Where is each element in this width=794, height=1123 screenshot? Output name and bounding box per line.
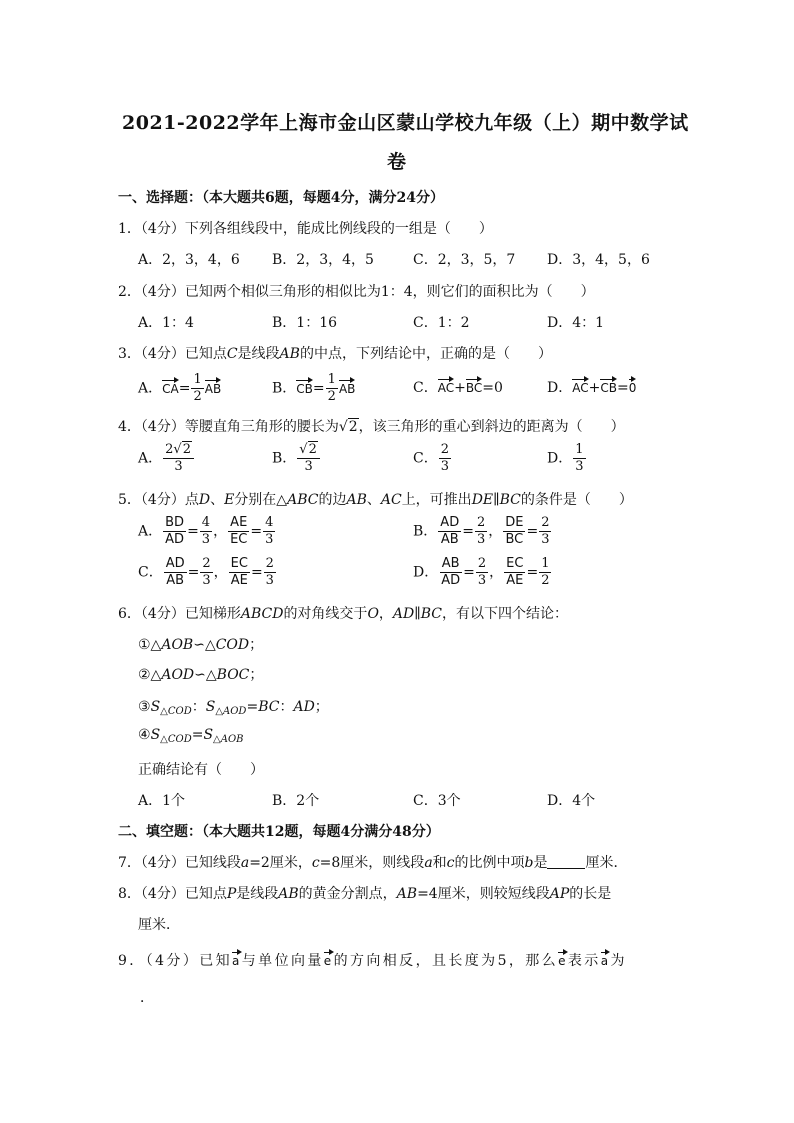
vector-e: e xyxy=(324,950,334,968)
q1-option-b: B．2，3，4，5 xyxy=(272,252,374,268)
q4-option-c: C． $\frac{2}{3}$ xyxy=(413,442,449,474)
q4-stem: 4．（4分）等腰直角三角形的腰长为√2，该三角形的重心到斜边的距离为（ ） xyxy=(118,419,625,435)
vector-cb: CB xyxy=(600,377,617,395)
zero-vector: 0 xyxy=(629,377,637,395)
q3-option-b: B．CB= $\frac{1}{2}$ AB xyxy=(272,372,356,404)
q2-stem: 2．（4分）已知两个相似三角形的相似比为1：4，则它们的面积比为（ ） xyxy=(118,284,595,300)
q9-stem: 9．（4分）已知a与单位向量e的方向相反，且长度为5，那么e表示a为 xyxy=(118,950,627,970)
vector-a: a xyxy=(232,950,242,968)
q6-conclusion-4: $④S_{\triangle COD}=S_{\triangle AOB}$ xyxy=(138,727,244,745)
q5-option-b: B． $\frac{AD}{AB}$ = $\frac{2}{3}$ ， $\frac{DE}{BC}$ = $\frac{2}{3}$ xyxy=(413,515,550,547)
q3-option-c: C．AC+BC=0 xyxy=(413,377,503,397)
fraction-half: $\frac{1}{2}$ xyxy=(327,372,336,404)
q6-option-c: C．3个 xyxy=(413,793,461,809)
fraction-half: $\frac{1}{2}$ xyxy=(193,372,202,404)
page-title-line1: 2021-2022学年上海市金山区蒙山学校九年级（上）期中数学试 xyxy=(122,112,689,134)
q6-option-a: A．1个 xyxy=(138,793,186,809)
q1-option-c: C．2，3，5，7 xyxy=(413,252,516,268)
q1-option-a: A．2，3，4，6 xyxy=(138,252,240,268)
page-title-line2: 卷 xyxy=(387,151,407,173)
q1-stem: 1．（4分）下列各组线段中，能成比例线段的一组是（ ） xyxy=(118,221,493,237)
vector-cb: CB xyxy=(296,378,313,396)
q2-option-a: A．1：4 xyxy=(138,315,194,331)
q6-ask: 正确结论有（ ） xyxy=(138,762,264,778)
vector-ac: AC xyxy=(438,377,454,395)
q2-option-b: B．1：16 xyxy=(272,315,338,331)
q3-option-a: A．CA= $\frac{1}{2}$ AB xyxy=(138,372,222,404)
vector-ab: AB xyxy=(205,378,221,396)
q3-option-d: D．AC+CB=0 xyxy=(547,377,636,397)
q6-conclusion-3: $③S_{\triangle COD}$：$S_{\triangle AOD}=BC$：AD； xyxy=(138,699,329,717)
q2-option-d: D．4：1 xyxy=(547,315,605,331)
q5-option-d: D． $\frac{AB}{AD}$ = $\frac{2}{3}$ ， $\frac{EC}{AE}$ = $\frac{1}{2}$ xyxy=(413,556,550,588)
sqrt-symbol: √2 xyxy=(338,419,358,435)
q1-option-d: D．3，4，5，6 xyxy=(547,252,650,268)
vector-ca: CA xyxy=(162,378,179,396)
section1-heading: 一、选择题：（本大题共6题，每题4分，满分24分） xyxy=(118,190,444,206)
answer-blank[interactable] xyxy=(547,856,585,869)
q6-option-b: B．2个 xyxy=(272,793,320,809)
vector-bc: BC xyxy=(466,377,482,395)
q9-line2: ． xyxy=(140,990,154,1006)
q7-stem: 7．（4分）已知线段a=2厘米，c=8厘米，则线段a和c的比例中项b是 厘米． xyxy=(118,855,628,871)
q8-stem: 8．（4分）已知点P是线段AB的黄金分割点，AB=4厘米，则较短线段AP的长是 xyxy=(118,886,612,902)
vector-ac: AC xyxy=(572,377,588,395)
q5-option-a: A． $\frac{BD}{AD}$ = $\frac{4}{3}$ ， $\frac{AE}{EC}$ = $\frac{4}{3}$ xyxy=(138,515,274,547)
q2-option-c: C．1：2 xyxy=(413,315,470,331)
q4-option-d: D． $\frac{1}{3}$ xyxy=(547,442,584,474)
q8-line2: 厘米． xyxy=(138,917,180,933)
q6-conclusion-1: ①△AOB∽△COD； xyxy=(138,637,264,653)
q5-stem: 5．（4分）点D、E分别在△ABC的边AB、AC上，可推出DE∥BC的条件是（ ） xyxy=(118,492,633,508)
q6-option-d: D．4个 xyxy=(547,793,596,809)
vector-a: a xyxy=(601,950,611,968)
vector-e: e xyxy=(558,950,568,968)
q4-option-a: A． $\frac{2√2}{3}$ xyxy=(138,442,195,475)
vector-ab: AB xyxy=(339,378,355,396)
q5-option-c: C． $\frac{AD}{AB}$ = $\frac{2}{3}$ ， $\frac{EC}{AE}$ = $\frac{2}{3}$ xyxy=(138,556,274,588)
section2-heading: 二、填空题：（本大题共12题，每题4分满分48分） xyxy=(118,824,440,840)
q4-option-b: B． $\frac{√2}{3}$ xyxy=(272,442,321,475)
q6-conclusion-2: ②△AOD∽△BOC； xyxy=(138,667,264,683)
q6-stem: 6．（4分）已知梯形ABCD的对角线交于O，AD∥BC，有以下四个结论： xyxy=(118,606,568,622)
q3-stem: 3．（4分）已知点C是线段AB的中点，下列结论中，正确的是（ ） xyxy=(118,346,552,362)
